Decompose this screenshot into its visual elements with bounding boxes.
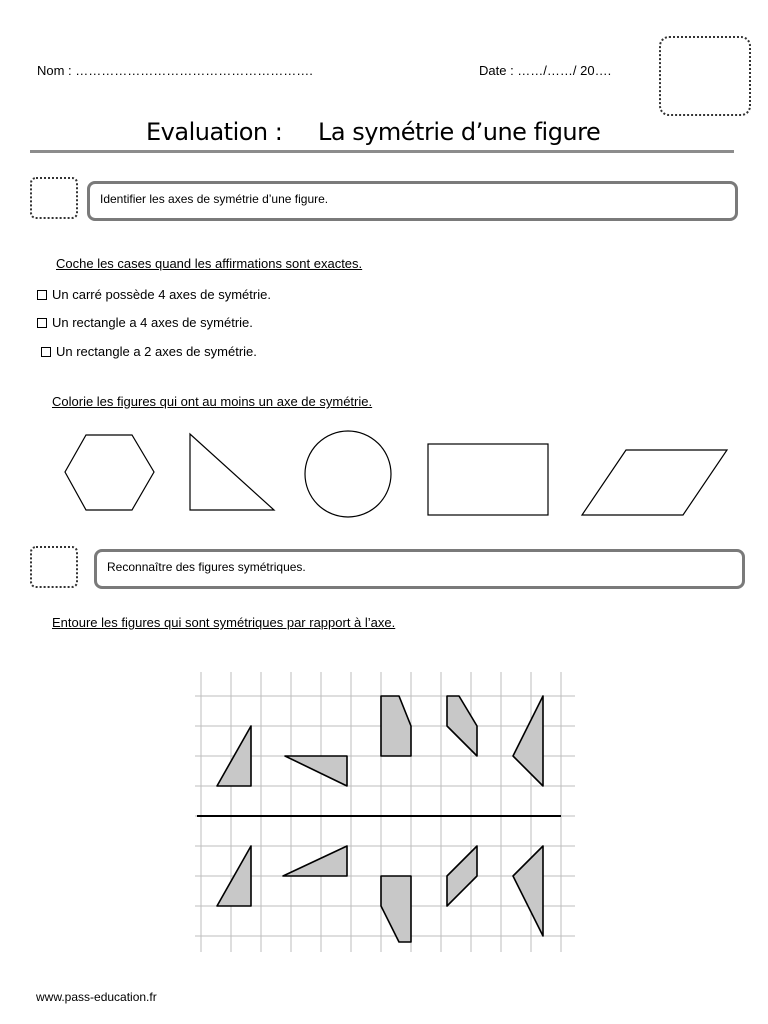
symmetry-grid <box>195 672 575 952</box>
objective-box-2 <box>94 549 745 589</box>
grade-box[interactable] <box>659 36 751 116</box>
shapes-row <box>0 420 768 530</box>
statement-row-2[interactable] <box>37 315 253 330</box>
statement-3-text: Un rectangle a 2 axes de symétrie. <box>56 344 257 359</box>
title-label: Evaluation : <box>146 118 283 146</box>
figure-bottom-3[interactable] <box>381 876 411 942</box>
statement-row-3[interactable] <box>41 344 257 359</box>
title-divider <box>30 150 734 153</box>
instruction-color: Colorie les figures qui ont au moins un axe de symétrie. <box>52 394 373 409</box>
statement-row-1[interactable] <box>37 287 271 302</box>
objective-2-text: Reconnaître des figures symétriques. <box>107 560 306 574</box>
figure-top-3[interactable] <box>381 696 411 756</box>
objective-box-1 <box>87 181 738 221</box>
page-title: La symétrie d’une figure <box>318 118 601 146</box>
objective-1-text: Identifier les axes de symétrie d’une figure. <box>100 192 329 206</box>
statement-1-text: Un carré possède 4 axes de symétrie. <box>52 287 271 302</box>
figure-bottom-5[interactable] <box>513 846 543 936</box>
checkbox-2[interactable] <box>37 318 47 328</box>
statement-2-text: Un rectangle a 4 axes de symétrie. <box>52 315 253 330</box>
date-field[interactable]: Date : ……/……/ 20…. <box>479 63 612 78</box>
score-box-2[interactable] <box>30 546 78 588</box>
figure-bottom-4[interactable] <box>447 846 477 906</box>
checkbox-1[interactable] <box>37 290 47 300</box>
figure-top-2[interactable] <box>285 756 347 786</box>
right-triangle-icon[interactable] <box>190 434 274 510</box>
score-box-1[interactable] <box>30 177 78 219</box>
footer-site[interactable]: www.pass-education.fr <box>36 990 157 1004</box>
instruction-circle: Entoure les figures qui sont symétriques par rapport à l’axe. <box>52 615 396 630</box>
name-field[interactable]: Nom : ………………………………………………. <box>37 63 313 78</box>
rectangle-icon[interactable] <box>428 444 548 515</box>
parallelogram-icon[interactable] <box>582 450 727 515</box>
figure-top-4[interactable] <box>447 696 477 756</box>
hexagon-icon[interactable] <box>65 435 154 510</box>
figure-bottom-2[interactable] <box>283 846 347 876</box>
figure-top-5[interactable] <box>513 696 543 786</box>
circle-icon[interactable] <box>305 431 391 517</box>
instruction-check: Coche les cases quand les affirmations sont exactes. <box>56 256 363 271</box>
checkbox-3[interactable] <box>41 347 51 357</box>
